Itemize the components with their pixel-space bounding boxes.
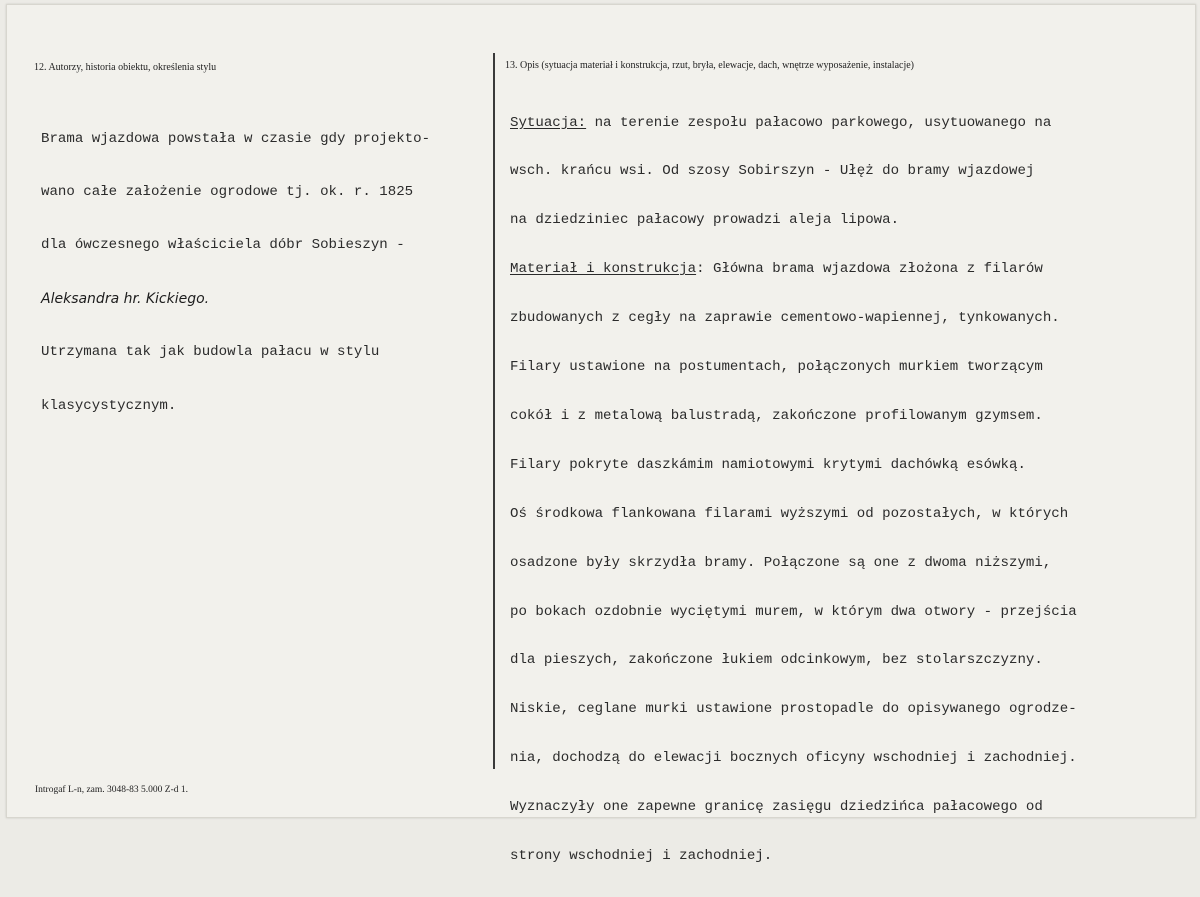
description-line: zbudowanych z cegły na zaprawie cementowo-wapiennej, tynkowanych. [510, 310, 1060, 327]
description-line: po bokach ozdobnie wyciętymi murem, w którym dwa otwory - przejścia [510, 603, 1077, 620]
column-divider [493, 53, 495, 769]
description-line [510, 261, 1077, 277]
description-line: Filary ustawione na postumentach, połączonych murkiem tworzącym [510, 359, 1043, 376]
history-line: Utrzymana tak jak budowla pałacu w stylu [41, 344, 380, 361]
situation-label: Sytuacja: [510, 114, 587, 131]
description-text-block [510, 82, 1077, 897]
description-line: Wyznaczyły one zapewne granicę zasięgu dziedzińca pałacowego od [510, 799, 1043, 816]
description-line: Filary pokryte daszkámim namiotowymi krytymi dachówką esówką. [510, 456, 1026, 473]
description-line: cokół i z metalową balustradą, zakończone profilowanym gzymsem. [510, 407, 1043, 424]
material-text: : Główna brama wjazdowa złożona z filarów [696, 261, 1043, 278]
description-line: Niskie, ceglane murki ustawione prostopadle do opisywanego ogrodze- [510, 701, 1077, 718]
history-line: Brama wjazdowa powstała w czasie gdy projekto- [41, 130, 431, 147]
printer-footer: Introgaf L-n, zam. 3048-83 5.000 Z-d 1. [35, 785, 189, 795]
description-line: na dziedziniec pałacowy prowadzi aleja lipowa. [510, 212, 900, 229]
description-line: strony wschodniej i zachodniej. [510, 847, 773, 864]
description-line: dla pieszych, zakończone łukiem odcinkowym, bez stolarszczyzny. [510, 652, 1043, 669]
description-line: wsch. krańcu wsi. Od szosy Sobirszyn - Ułęż do bramy wjazdowej [510, 163, 1035, 180]
description-line [510, 115, 1077, 131]
material-label: Materiał i konstrukcja [510, 261, 697, 278]
history-line: dla ówczesnego właściciela dóbr Sobieszyn - [41, 237, 405, 254]
inventory-card [6, 4, 1196, 864]
history-line: klasycystycznym. [41, 397, 177, 414]
history-line: wano całe założenie ogrodowe tj. ok. r. 1825 [41, 183, 414, 200]
situation-text: na terenie zespołu pałacowo parkowego, usytuowanego na [586, 114, 1052, 131]
section-13-heading: 13. Opis (sytuacja materiał i konstrukcja, rzut, bryła, elewacje, dach, wnętrze wyposażenie, instalacje) [505, 60, 914, 71]
description-line: nia, dochodzą do elewacji bocznych oficyny wschodniej i zachodniej. [510, 750, 1077, 767]
description-line: osadzone były skrzydła bramy. Połączone są one z dwoma niższymi, [510, 554, 1052, 571]
section-12-heading: 12. Autorzy, historia obiektu, określenia stylu [34, 62, 217, 73]
description-line: Oś środkowa flankowana filarami wyższymi od pozostałych, w których [510, 505, 1069, 522]
handwritten-annotation: Aleksandra hr. Kickiego. [41, 290, 210, 307]
history-text-block [41, 95, 430, 451]
